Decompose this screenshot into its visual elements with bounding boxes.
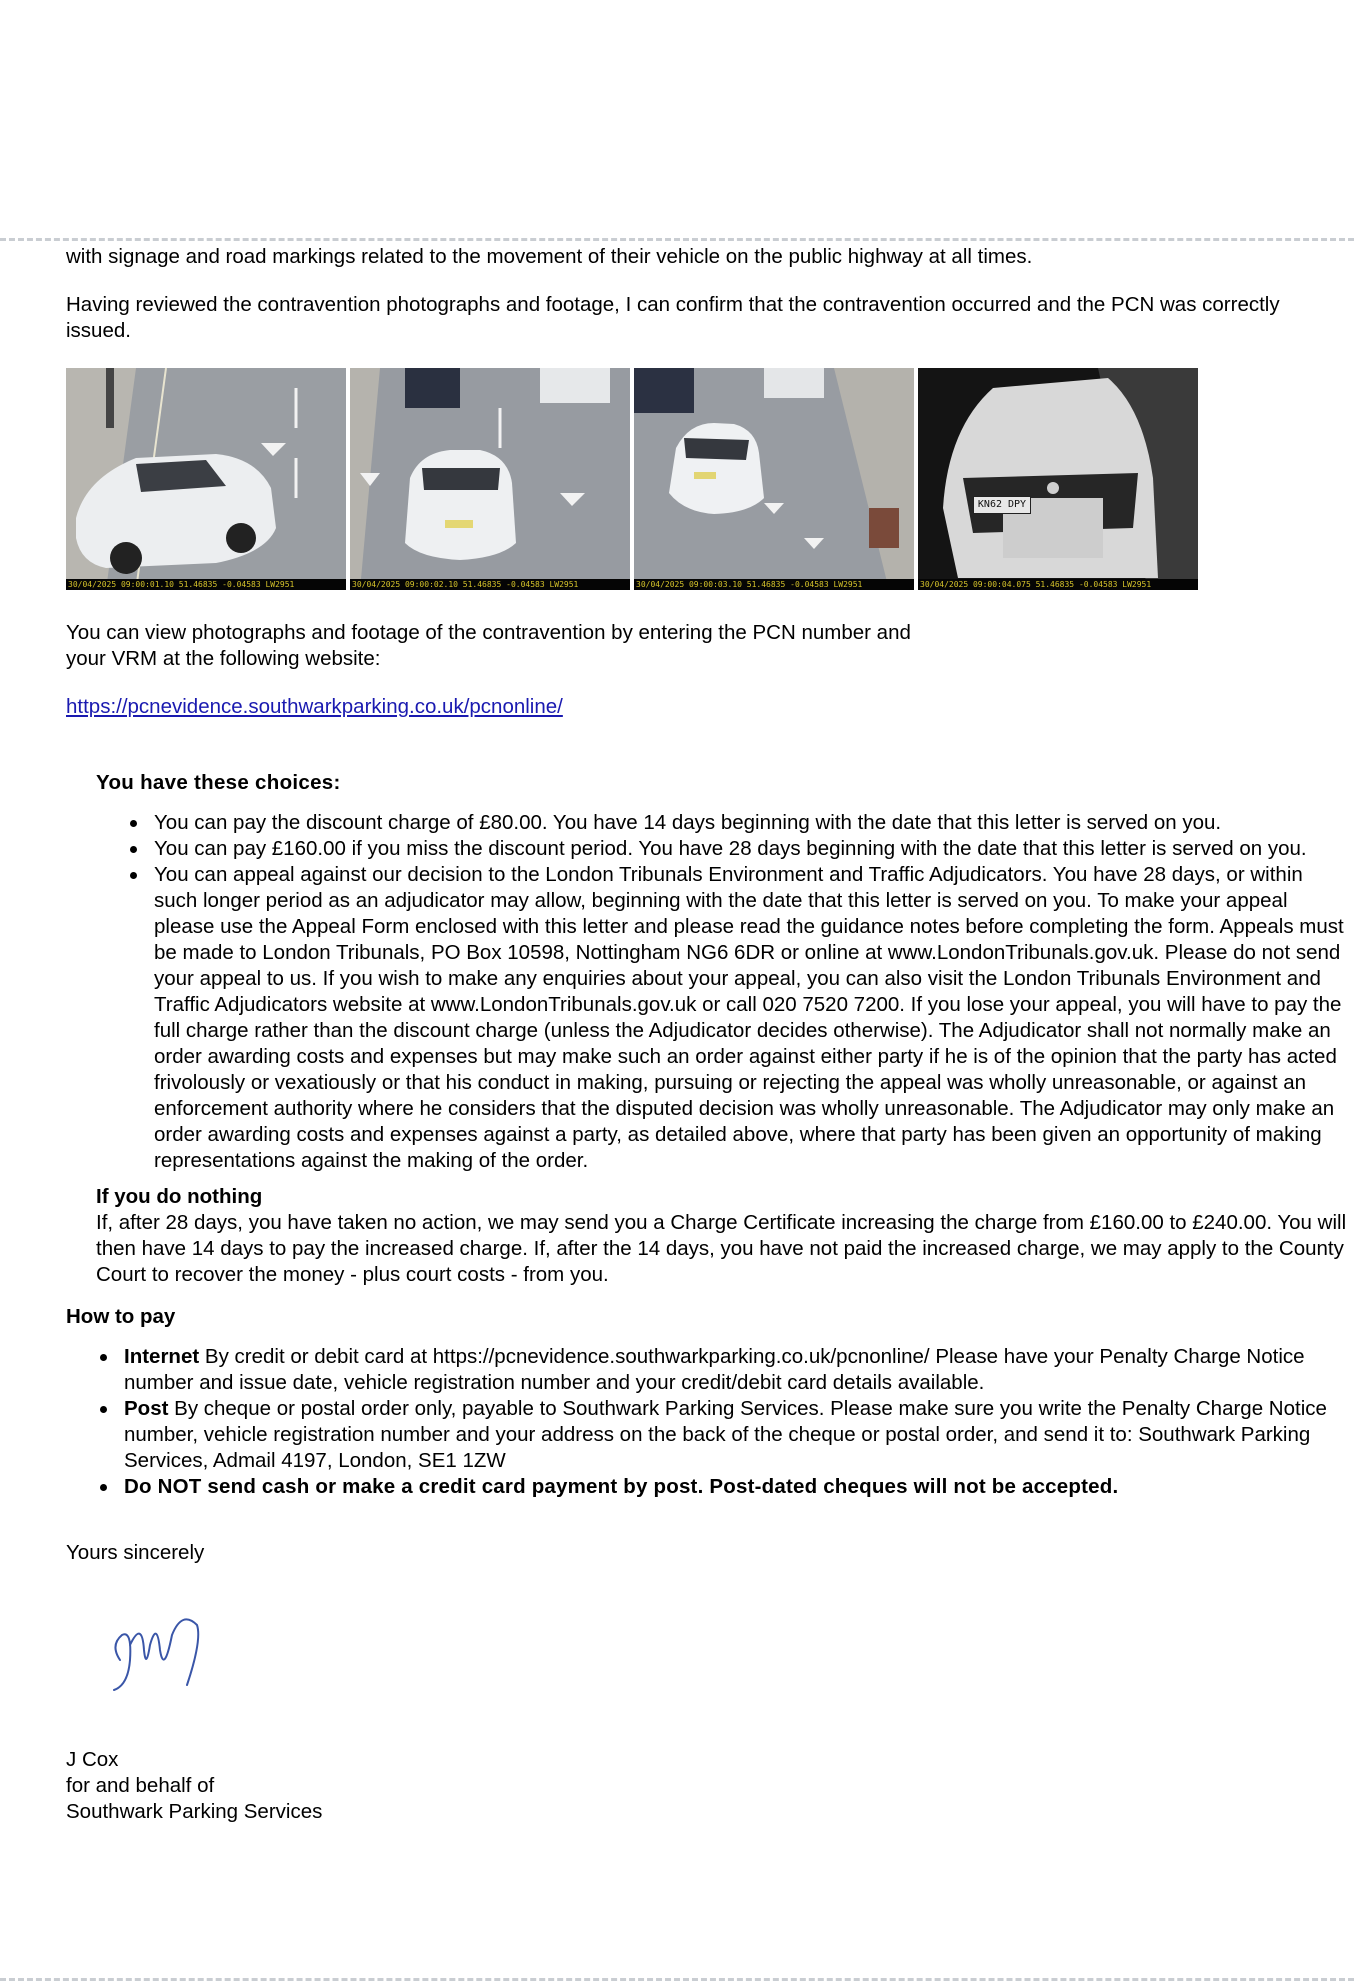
if-nothing-heading: If you do nothing <box>96 1185 263 1208</box>
post-label: Post <box>124 1397 169 1420</box>
contravention-photos <box>66 368 1350 590</box>
internet-text: By credit or debit card at https://pcnevidence.southwarkparking.co.uk/pcnonline/ Please have your Penalty Charge Notice number and issue date, vehicle registration number and your credit/debit card details available. <box>124 1345 1305 1394</box>
if-nothing-text: If, after 28 days, you have taken no action, we may send you a Charge Certificate increasing the charge from £160.00 to £240.00. You will then have 14 days to pay the increased charge. If, after the 14 days, you have not paid the increased charge, we may apply to the County Court to recover the money - plus court costs - from you. <box>96 1211 1347 1286</box>
choice-item-pay-discount: You can pay the discount charge of £80.00. You have 14 days beginning with the date that this letter is served on you. <box>154 810 1350 836</box>
contravention-photo-2 <box>350 368 630 590</box>
photo-timestamp: 30/04/2025 09:00:02.10 51.46835 -0.04583 LW2951 <box>350 579 630 590</box>
pay-method-post <box>124 1396 1350 1474</box>
signatory-organisation: Southwark Parking Services <box>66 1800 323 1823</box>
view-evidence-text: You can view photographs and footage of the contravention by entering the PCN number and your VRM at the following website: <box>66 621 911 670</box>
vehicle-plate: KN62 DPY <box>973 496 1031 514</box>
photo-timestamp: 30/04/2025 09:00:03.10 51.46835 -0.04583 LW2951 <box>634 579 914 590</box>
contravention-photo-1 <box>66 368 346 590</box>
how-to-pay-list <box>124 1344 1350 1500</box>
intro-fragment: with signage and road markings related to the movement of their vehicle on the public highway at all times. <box>66 245 1033 268</box>
how-to-pay-heading: How to pay <box>66 1305 176 1328</box>
pay-warning: Do NOT send cash or make a credit card payment by post. Post-dated cheques will not be accepted. <box>124 1474 1350 1500</box>
photo-timestamp: 30/04/2025 09:00:01.10 51.46835 -0.04583 LW2951 <box>66 579 346 590</box>
page-break-top <box>0 238 1354 241</box>
signatory-on-behalf: for and behalf of <box>66 1774 215 1797</box>
choices-list <box>154 810 1350 1174</box>
review-paragraph: Having reviewed the contravention photographs and footage, I can confirm that the contravention occurred and the PCN was correctly issued. <box>66 293 1280 342</box>
pay-method-internet <box>124 1344 1350 1396</box>
signature-image <box>102 1590 212 1700</box>
photo-timestamp: 30/04/2025 09:00:04.075 51.46835 -0.04583 LW2951 <box>918 579 1198 590</box>
contravention-photo-3 <box>634 368 914 590</box>
choices-heading: You have these choices: <box>96 771 341 794</box>
closing-line: Yours sincerely <box>66 1541 205 1564</box>
contravention-photo-4 <box>918 368 1198 590</box>
evidence-link[interactable]: https://pcnevidence.southwarkparking.co.uk/pcnonline/ <box>66 695 563 718</box>
post-text: By cheque or postal order only, payable to Southwark Parking Services. Please make sure you write the Penalty Charge Notice number, vehicle registration number and your address on the back of the cheque or postal order, and send it to: Southwark Parking Services, Admail 4197, London, SE1 1ZW <box>124 1397 1327 1472</box>
choice-item-pay-full: You can pay £160.00 if you miss the discount period. You have 28 days beginning with the date that this letter is served on you. <box>154 836 1350 862</box>
choice-item-appeal: You can appeal against our decision to the London Tribunals Environment and Traffic Adjudicators. You have 28 days, or within such longer period as an adjudicator may allow, beginning with the date that this letter is served on you. To make your appeal please use the Appeal Form enclosed with this letter and please read the guidance notes before completing the form. Appeals must be made to London Tribunals, PO Box 10598, Nottingham NG6 6DR or online at www.LondonTribunals.gov.uk. Please do not send your appeal to us. If you wish to make any enquiries about your appeal, you can also visit the London Tribunals Environment and Traffic Adjudicators website at www.LondonTribunals.gov.uk or call 020 7520 7200. If you lose your appeal, you will have to pay the full charge rather than the discount charge (unless the Adjudicator decides otherwise). The Adjudicator shall not normally make an order awarding costs and expenses but may make such an order against either party if he is of the opinion that the party has acted frivolously or vexatiously or that his conduct in making, pursuing or rejecting the appeal was wholly unreasonable, or against an enforcement authority where he considers that the disputed decision was wholly unreasonable. The Adjudicator may only make an order awarding costs and expenses against a party, as detailed above, where that party has been given an opportunity of making representations against the making of the order. <box>154 862 1350 1174</box>
signatory-name: J Cox <box>66 1748 119 1771</box>
internet-label: Internet <box>124 1345 200 1368</box>
page-break-bottom <box>0 1978 1354 1981</box>
letter-page <box>66 244 1350 1825</box>
